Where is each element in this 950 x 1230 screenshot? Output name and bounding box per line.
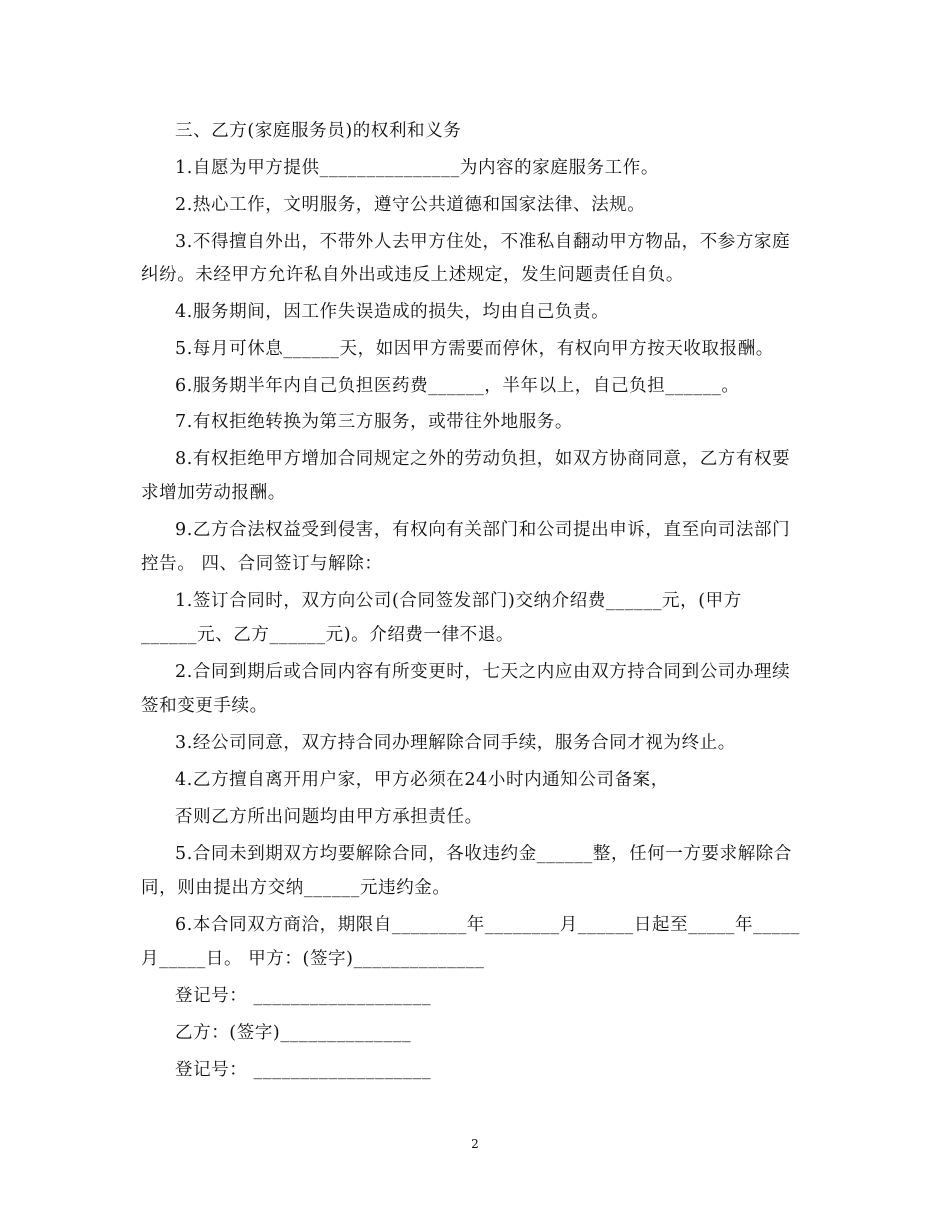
signing-clause-6-line-1: 6.本合同双方商洽，期限自________年________月______日起至_____年_____ <box>175 915 800 935</box>
clause-2-conduct: 2.热心工作，文明服务，遵守公共道德和国家法律、法规。 <box>175 195 646 215</box>
party-a-registration-number: 登记号： ___________________ <box>175 986 432 1006</box>
clause-1-service-content: 1.自愿为甲方提供_______________为内容的家庭服务工作。 <box>175 158 659 178</box>
signing-clause-1-line-1: 1.签订合同时，双方向公司(合同签发部门)交纳介绍费______元，(甲方 <box>175 591 742 611</box>
signing-clause-3: 3.经公司同意，双方持合同办理解除合同手续，服务合同才视为终止。 <box>175 733 736 753</box>
signing-clause-4-line-2: 否则乙方所出问题均由甲方承担责任。 <box>175 807 483 827</box>
signing-clause-1-line-2: ______元、乙方______元)。介绍费一律不退。 <box>141 625 515 645</box>
signing-clause-4-line-1: 4.乙方擅自离开用户家，甲方必须在24小时内通知公司备案， <box>175 770 669 790</box>
clause-3-line-1: 3.不得擅自外出，不带外人去甲方住处，不准私自翻动甲方物品，不参方家庭 <box>175 232 791 252</box>
signing-clause-2-line-2: 签和变更手续。 <box>141 696 268 716</box>
clause-9-line-1: 9.乙方合法权益受到侵害，有权向有关部门和公司提出申诉，直至向司法部门 <box>175 520 791 540</box>
clause-8-line-1: 8.有权拒绝甲方增加合同规定之外的劳动负担，如双方协商同意，乙方有权要 <box>175 449 791 469</box>
clause-5-rest-days: 5.每月可休息______天，如因甲方需要而停休，有权向甲方按天收取报酬。 <box>175 339 774 359</box>
clause-7-transfer: 7.有权拒绝转换为第三方服务，或带往外地服务。 <box>175 412 573 432</box>
page-number: 2 <box>471 1137 479 1151</box>
clause-8-line-2: 求增加劳动报酬。 <box>141 483 286 503</box>
section-heading-party-b-rights: 三、乙方(家庭服务员)的权利和义务 <box>175 121 462 141</box>
signing-clause-5-line-1: 5.合同未到期双方均要解除合同，各收违约金______整，任何一方要求解除合 <box>175 844 792 864</box>
party-b-registration-number: 登记号： ___________________ <box>175 1060 432 1080</box>
signing-clause-2-line-1: 2.合同到期后或合同内容有所变更时，七天之内应由双方持合同到公司办理续 <box>175 662 791 682</box>
clause-6-medical: 6.服务期半年内自己负担医药费______，半年以上，自己负担______。 <box>175 376 740 396</box>
clause-4-liability: 4.服务期间，因工作失误造成的损失，均由自己负责。 <box>175 302 610 322</box>
clause-3-line-2: 纠纷。未经甲方允许私自外出或违反上述规定，发生问题责任自负。 <box>141 265 684 285</box>
signing-clause-5-line-2: 同，则由提出方交纳______元违约金。 <box>141 878 451 898</box>
clause-9-line-2-section-heading: 控告。 四、合同签订与解除： <box>141 554 383 574</box>
party-b-signature: 乙方：(签字)______________ <box>175 1023 412 1043</box>
signing-clause-6-line-2-party-a-signature: 月_____日。 甲方：(签字)______________ <box>141 949 485 969</box>
